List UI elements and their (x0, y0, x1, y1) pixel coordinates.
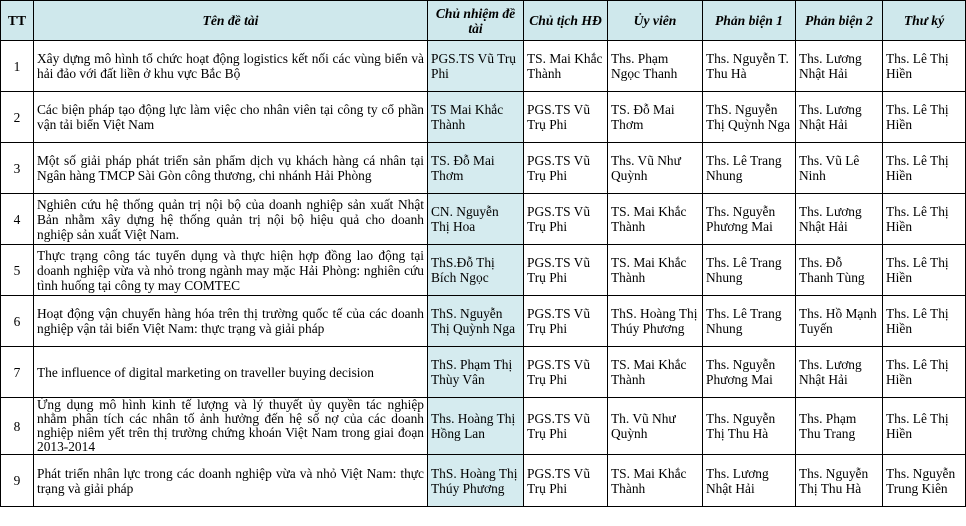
member-cell: TS. Mai Khắc Thành (608, 347, 703, 398)
lead-cell: PGS.TS Vũ Trụ Phi (428, 41, 524, 92)
row-number: 6 (1, 296, 34, 347)
member-cell: TS. Mai Khắc Thành (608, 194, 703, 245)
row-number: 9 (1, 455, 34, 507)
header-secretary: Thư ký (883, 1, 966, 41)
row-number: 7 (1, 347, 34, 398)
row-number: 1 (1, 41, 34, 92)
table-row (1, 455, 966, 507)
table-row (1, 194, 966, 245)
table-row (1, 347, 966, 398)
topic-cell: Xây dựng mô hình tổ chức hoạt động logistics kết nối các vùng biển và hải đảo với đất liền ở khu vực Bắc Bộ (34, 41, 428, 92)
reviewer2-cell: Ths. Lương Nhật Hải (796, 92, 883, 143)
member-cell: Ths. Phạm Ngọc Thanh (608, 41, 703, 92)
chair-cell: PGS.TS Vũ Trụ Phi (524, 194, 608, 245)
header-chair: Chủ tịch HĐ (524, 1, 608, 41)
reviewer1-cell: Ths. Lê Trang Nhung (703, 143, 796, 194)
reviewer1-cell: Ths. Lê Trang Nhung (703, 296, 796, 347)
header-tt: TT (1, 1, 34, 41)
topic-cell: Một số giải pháp phát triển sản phẩm dịch vụ khách hàng cá nhân tại Ngân hàng TMCP Sài Gòn công thương, chi nhánh Hải Phòng (34, 143, 428, 194)
secretary-cell: Ths. Lê Thị Hiền (883, 245, 966, 296)
member-cell: Ths. Vũ Như Quỳnh (608, 143, 703, 194)
reviewer2-cell: Ths. Lương Nhật Hải (796, 194, 883, 245)
reviewer2-cell: Ths. Lương Nhật Hải (796, 347, 883, 398)
reviewer1-cell: Ths. Lê Trang Nhung (703, 245, 796, 296)
chair-cell: PGS.TS Vũ Trụ Phi (524, 347, 608, 398)
chair-cell: PGS.TS Vũ Trụ Phi (524, 143, 608, 194)
table-row (1, 245, 966, 296)
lead-cell: ThS. Phạm Thị Thùy Vân (428, 347, 524, 398)
row-number: 2 (1, 92, 34, 143)
row-number: 5 (1, 245, 34, 296)
row-number: 3 (1, 143, 34, 194)
chair-cell: PGS.TS Vũ Trụ Phi (524, 455, 608, 507)
reviewer2-cell: Ths. Đỗ Thanh Tùng (796, 245, 883, 296)
secretary-cell: Ths. Lê Thị Hiền (883, 41, 966, 92)
table-row (1, 143, 966, 194)
reviewer1-cell: Ths. Nguyễn Phương Mai (703, 194, 796, 245)
row-number: 4 (1, 194, 34, 245)
lead-cell: ThS. Nguyễn Thị Quỳnh Nga (428, 296, 524, 347)
chair-cell: PGS.TS Vũ Trụ Phi (524, 245, 608, 296)
reviewer1-cell: Ths. Nguyễn T. Thu Hà (703, 41, 796, 92)
topic-cell: Hoạt động vận chuyển hàng hóa trên thị trường quốc tế của các doanh nghiệp vận tải biển Việt Nam: thực trạng và giải pháp (34, 296, 428, 347)
reviewer2-cell: Ths. Phạm Thu Trang (796, 398, 883, 455)
secretary-cell: Ths. Lê Thị Hiền (883, 92, 966, 143)
header-reviewer2: Phản biện 2 (796, 1, 883, 41)
reviewer1-cell: ThS. Nguyễn Thị Quỳnh Nga (703, 92, 796, 143)
lead-cell: TS. Đỗ Mai Thơm (428, 143, 524, 194)
member-cell: TS. Mai Khắc Thành (608, 245, 703, 296)
table-row (1, 41, 966, 92)
header-lead: Chủ nhiệm đề tài (428, 1, 524, 41)
lead-cell: CN. Nguyễn Thị Hoa (428, 194, 524, 245)
reviewer1-cell: Ths. Lương Nhật Hải (703, 455, 796, 507)
member-cell: Th. Vũ Như Quỳnh (608, 398, 703, 455)
secretary-cell: Ths. Nguyễn Trung Kiên (883, 455, 966, 507)
secretary-cell: Ths. Lê Thị Hiền (883, 296, 966, 347)
reviewer2-cell: Ths. Hồ Mạnh Tuyến (796, 296, 883, 347)
reviewer2-cell: Ths. Nguyễn Thị Thu Hà (796, 455, 883, 507)
reviewer1-cell: Ths. Nguyễn Phương Mai (703, 347, 796, 398)
secretary-cell: Ths. Lê Thị Hiền (883, 194, 966, 245)
secretary-cell: Ths. Lê Thị Hiền (883, 143, 966, 194)
header-member: Ủy viên (608, 1, 703, 41)
header-reviewer1: Phản biện 1 (703, 1, 796, 41)
header-row (1, 1, 966, 41)
row-number: 8 (1, 398, 34, 455)
topic-cell: Phát triển nhân lực trong các doanh nghiệp vừa và nhỏ Việt Nam: thực trạng và giải pháp (34, 455, 428, 507)
topic-cell: Nghiên cứu hệ thống quản trị nội bộ của doanh nghiệp sản xuất Nhật Bản nhằm xây dựng hệ thống quản trị nội bộ hiệu quả cho doanh nghiệp sản xuất Việt Nam. (34, 194, 428, 245)
topic-cell: The influence of digital marketing on traveller buying decision (34, 347, 428, 398)
header-topic: Tên đề tài (34, 1, 428, 41)
reviewer2-cell: Ths. Lương Nhật Hải (796, 41, 883, 92)
table-row (1, 92, 966, 143)
lead-cell: ThS. Hoàng Thị Thúy Phương (428, 455, 524, 507)
chair-cell: PGS.TS Vũ Trụ Phi (524, 296, 608, 347)
chair-cell: PGS.TS Vũ Trụ Phi (524, 398, 608, 455)
member-cell: TS. Đỗ Mai Thơm (608, 92, 703, 143)
table-row (1, 398, 966, 455)
lead-cell: ThS.Đỗ Thị Bích Ngọc (428, 245, 524, 296)
secretary-cell: Ths. Lê Thị Hiền (883, 347, 966, 398)
chair-cell: TS. Mai Khắc Thành (524, 41, 608, 92)
lead-cell: TS Mai Khắc Thành (428, 92, 524, 143)
member-cell: TS. Mai Khắc Thành (608, 455, 703, 507)
member-cell: ThS. Hoàng Thị Thúy Phương (608, 296, 703, 347)
topic-cell: Các biện pháp tạo động lực làm việc cho nhân viên tại công ty cổ phần vận tải biển Việt Nam (34, 92, 428, 143)
topic-cell: Ứng dụng mô hình kinh tế lượng và lý thuyết ủy quyền tác nghiệp nhằm phân tích các nhân tố ảnh hưởng đến hệ số nợ của các doanh nghiệp niêm yết trên thị trường chứng khoán Việt Nam trong giai đoạn 2013-2014 (34, 398, 428, 455)
table-row (1, 296, 966, 347)
secretary-cell: Ths. Lê Thị Hiền (883, 398, 966, 455)
topic-cell: Thực trạng công tác tuyển dụng và thực hiện hợp đồng lao động tại doanh nghiệp vừa và nhỏ trong ngành may mặc Hải Phòng: nghiên cứu tình huống tại công ty may COMTEC (34, 245, 428, 296)
chair-cell: PGS.TS Vũ Trụ Phi (524, 92, 608, 143)
lead-cell: Ths. Hoàng Thị Hồng Lan (428, 398, 524, 455)
reviewer1-cell: Ths. Nguyễn Thị Thu Hà (703, 398, 796, 455)
reviewer2-cell: Ths. Vũ Lê Ninh (796, 143, 883, 194)
